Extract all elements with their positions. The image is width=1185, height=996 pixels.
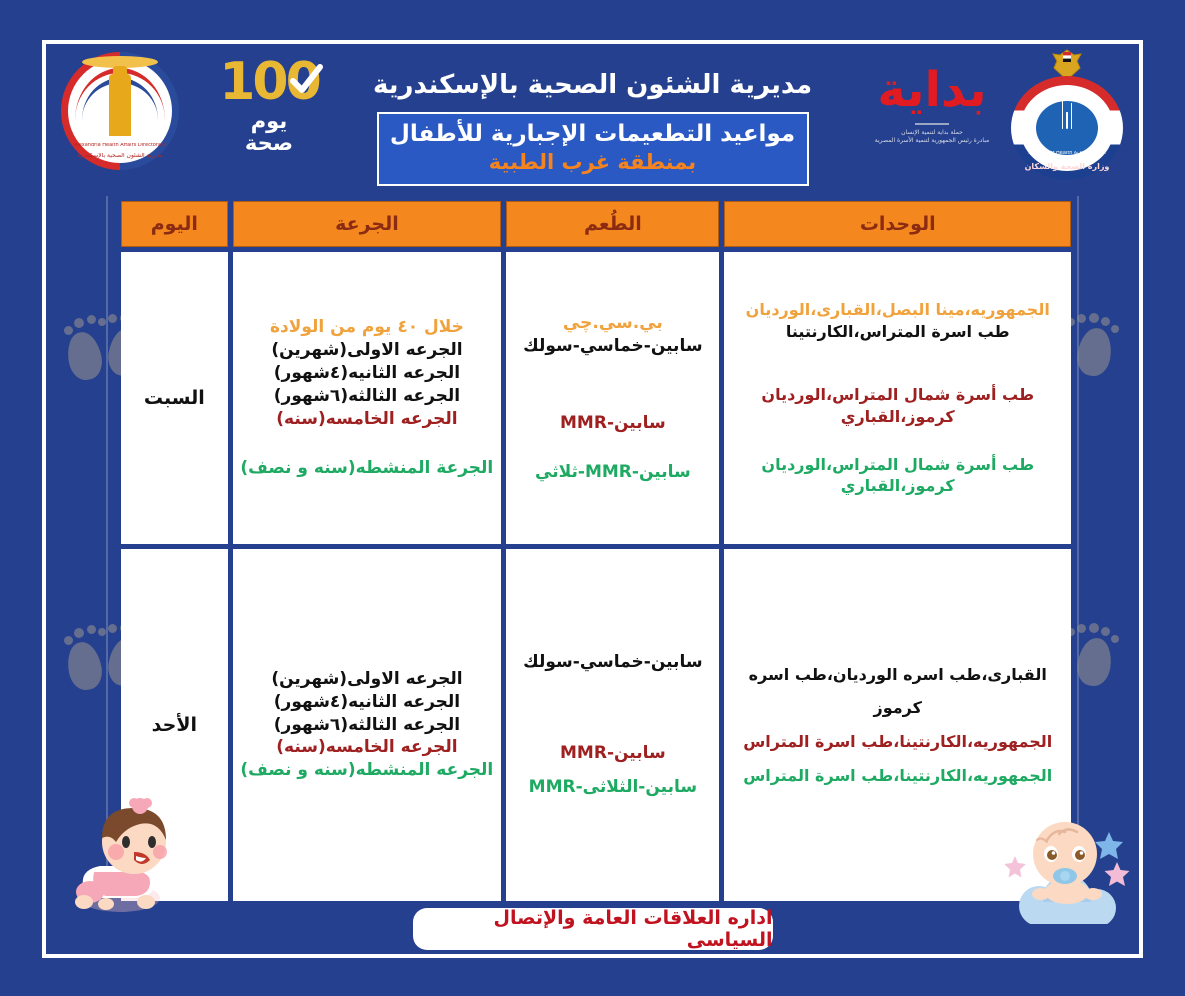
vaccination-schedule-table bbox=[116, 196, 1076, 906]
ministry-caption-en: Ministry of Health & Population bbox=[1028, 151, 1106, 156]
vaccine-line: سابين-MMR bbox=[560, 742, 666, 763]
dose-line: الجرعه الخامسه(سنه) bbox=[276, 737, 458, 758]
alexandria-logo-caption-ar: مديرية الشئون الصحية بالإسكندرية bbox=[77, 153, 163, 159]
bidaya-caption-line1: حملة بداية لتنمية الإنسان bbox=[901, 128, 963, 136]
vaccine-line: سابين-خماسي-سولك bbox=[523, 651, 703, 672]
cell-dose bbox=[233, 549, 502, 901]
hundred-days-number: 100 bbox=[219, 52, 319, 112]
bidaya-initiative-logo bbox=[873, 56, 991, 176]
vaccine-line: سابين-خماسي-سولك bbox=[523, 336, 703, 357]
dose-line: خلال ٤٠ يوم من الولادة bbox=[269, 317, 464, 338]
unit-line: الجمهوريه،الكارنتينا،طب اسرة المتراس bbox=[743, 765, 1053, 785]
column-header-vaccine: الطُعم bbox=[506, 201, 719, 247]
vaccine-line: سابين-MMR-ثلاثي bbox=[535, 461, 691, 482]
organization-title: مديرية الشئون الصحية بالإسكندرية bbox=[372, 70, 813, 100]
bidaya-caption-line2: مبادرة رئيس الجمهورية لتنمية الأسرة المصرية bbox=[874, 136, 990, 144]
poster-header bbox=[46, 44, 1139, 196]
bidaya-wordmark: بداية bbox=[877, 62, 987, 118]
dose-line: الجرعه الاولى(شهرين) bbox=[271, 340, 463, 361]
unit-line: الجمهوريه،مينا البصل،القبارى،الورديان bbox=[745, 300, 1050, 320]
dose-line: الجرعه الثالثه(٦شهور) bbox=[273, 714, 461, 735]
vaccine-line: سابين-الثلاثى-MMR bbox=[528, 777, 698, 798]
poster-title-box bbox=[377, 112, 809, 186]
unit-line: كرموز،القباري bbox=[840, 476, 955, 496]
column-header-dose: الجرعة bbox=[233, 201, 502, 247]
ministry-seal-inner bbox=[1020, 85, 1114, 171]
vaccination-schedule-table-wrapper bbox=[116, 196, 1076, 906]
poster-frame bbox=[42, 40, 1143, 958]
dose-line: الجرعه الثانيه(٤شهور) bbox=[273, 691, 461, 712]
dose-line: الجرعه الثانيه(٤شهور) bbox=[273, 363, 461, 384]
column-header-day: اليوم bbox=[121, 201, 228, 247]
vaccine-line: سابين-MMR bbox=[560, 413, 666, 433]
left-rail bbox=[106, 196, 108, 898]
cell-dose bbox=[233, 252, 502, 544]
cell-units bbox=[724, 252, 1071, 544]
baby-on-cloud-with-pacifier-illustration bbox=[1005, 806, 1131, 924]
cell-day: الأحد bbox=[121, 549, 228, 901]
column-header-units: الوحدات bbox=[724, 201, 1071, 247]
ministry-seal-core bbox=[1036, 101, 1098, 155]
table-row bbox=[121, 549, 1071, 901]
ministry-caption-ar: وزارة الصحة والسكان bbox=[1024, 163, 1110, 171]
ministry-of-health-and-population-logo bbox=[1007, 48, 1127, 180]
unit-line: كرموز bbox=[873, 698, 922, 718]
hundred-days-label-line2: صحة bbox=[244, 131, 294, 156]
table-header-row bbox=[121, 201, 1071, 247]
unit-line: كرموز،القباري bbox=[840, 407, 955, 426]
footer-badge bbox=[413, 908, 773, 950]
divider bbox=[915, 123, 949, 125]
footer-text: اداره العلاقات العامة والإتصال السياسى bbox=[493, 907, 773, 951]
dose-line: الجرعه المنشطه(سنه و نصف) bbox=[240, 760, 494, 781]
unit-line: طب اسرة المتراس،الكارنتينا bbox=[785, 321, 1010, 341]
dose-line: الجرعه الاولى(شهرين) bbox=[271, 668, 463, 689]
ministry-seal bbox=[1011, 76, 1123, 180]
page-title: مواعيد التطعيمات الإجبارية للأطفال bbox=[389, 121, 796, 147]
cell-vaccine bbox=[506, 252, 719, 544]
unit-line: الجمهوريه،الكارنتينا،طب اسرة المتراس bbox=[743, 732, 1053, 751]
table-row bbox=[121, 252, 1071, 544]
page-subtitle: بمنطقة غرب الطبية bbox=[488, 149, 697, 174]
cell-vaccine bbox=[506, 549, 719, 901]
unit-line: القبارى،طب اسره الورديان،طب اسره bbox=[748, 664, 1047, 684]
dose-line: الجرعه الخامسه(سنه) bbox=[276, 408, 458, 429]
crawling-baby-girl-illustration bbox=[54, 798, 180, 920]
right-rail bbox=[1077, 196, 1079, 898]
dose-line: الجرعه الثالثه(٦شهور) bbox=[273, 386, 461, 406]
vaccine-line: بي.سي.چي bbox=[562, 313, 663, 334]
cell-day: السبت bbox=[121, 252, 228, 544]
unit-line: طب أسرة شمال المتراس،الورديان bbox=[761, 454, 1035, 474]
unit-line: طب أسرة شمال المتراس،الورديان bbox=[761, 385, 1035, 405]
dose-line: الجرعة المنشطه(سنه و نصف) bbox=[240, 457, 494, 478]
alexandria-logo-caption-en: Alexandria Health Affairs Directorate bbox=[73, 143, 167, 148]
hundred-days-label-line1: يوم bbox=[250, 109, 288, 134]
family-icon bbox=[1062, 127, 1072, 129]
